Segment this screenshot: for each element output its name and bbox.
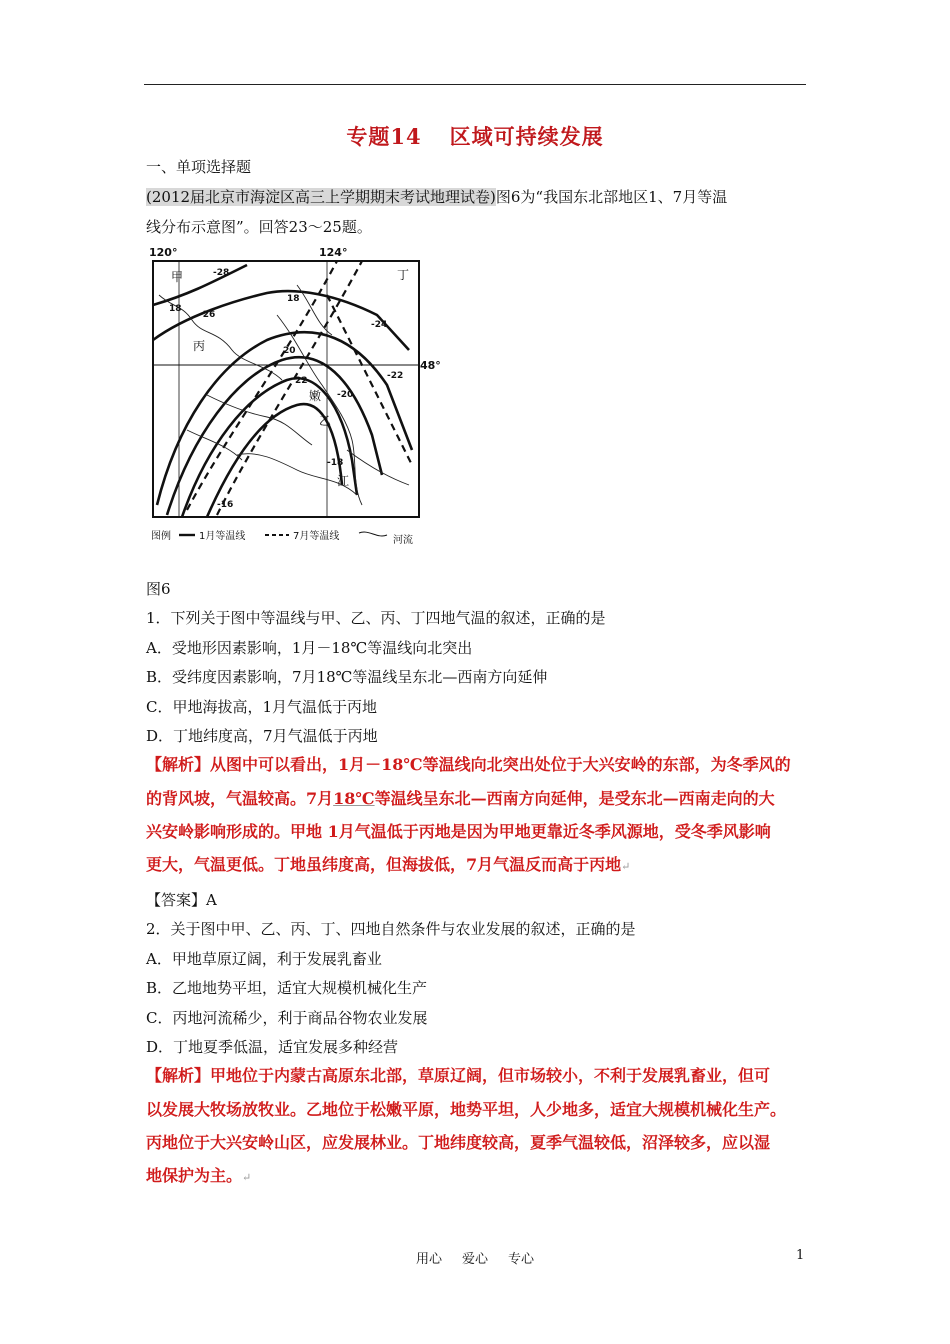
place-jia: 甲 (171, 270, 184, 284)
page-number: 1 (796, 1248, 805, 1263)
question-intro (146, 186, 727, 207)
legend-river: 河流 (393, 535, 413, 546)
label-20: 20 (283, 346, 296, 356)
q2-stem: 2．关于图中甲、乙、丙、丁、四地自然条件与农业发展的叙述，正确的是 (146, 920, 636, 938)
lon-label-124: 124° (319, 246, 348, 259)
q2-option-a: A．甲地草原辽阔，利于发展乳畜业 (146, 950, 382, 968)
q1-option-d: D．丁地纬度高，7月气温低于丙地 (146, 727, 378, 745)
paragraph-mark: ↵ (242, 1171, 252, 1184)
q1-analysis-4: 更大，气温更低。丁地虽纬度高，但海拔低，7月气温反而高于丙地 (146, 855, 622, 874)
intro-text-2: 线分布示意图”。回答23～25题。 (146, 218, 372, 236)
map-frame (153, 261, 419, 517)
lat-label-48: 48° (420, 359, 441, 372)
title-text: 区域可持续发展 (449, 124, 604, 149)
map-legend (151, 529, 413, 546)
q1-analysis-2-underlined: 18℃ (333, 789, 375, 808)
q1-analysis-2b: 等温线呈东北—西南方向延伸，是受东北—西南走向的大 (374, 789, 775, 808)
label-18-west: 18 (169, 304, 182, 314)
label-m28: -28 (213, 268, 230, 278)
q2-analysis-line-4 (146, 1163, 811, 1186)
section-heading: 一、单项选择题 (146, 158, 252, 176)
q1-analysis-line-3: 兴安岭影响形成的。甲地 1月气温低于丙地是因为甲地更靠近冬季风源地，受冬季风影响 (146, 822, 771, 841)
place-jiang: 江 (337, 474, 350, 488)
footer-item-2: 爱心 (461, 1252, 488, 1267)
q1-analysis-line-4 (146, 852, 811, 875)
q2-option-b: B．乙地地势平坦，适宜大规模机械化生产 (146, 979, 428, 997)
place-bing: 丙 (193, 339, 206, 353)
lon-label-120: 120° (149, 246, 178, 259)
footer-item-1: 用心 (415, 1252, 442, 1267)
label-m26: -26 (199, 310, 216, 320)
q1-analysis-line-2 (146, 786, 811, 809)
label-m24: -24 (371, 320, 388, 330)
legend-prefix: 图例 (151, 531, 171, 542)
label-22: 22 (295, 376, 308, 386)
footer-item-3: 专心 (508, 1252, 535, 1267)
q1-stem: 1．下列关于图中等温线与甲、乙、丙、丁四地气温的叙述，正确的是 (146, 609, 606, 627)
label-18-north: 18 (287, 294, 300, 304)
page-title (0, 121, 950, 151)
legend-jan: 1月等温线 (199, 531, 246, 542)
page-footer (0, 1248, 950, 1267)
q2-option-d: D．丁地夏季低温，适宜发展多种经营 (146, 1038, 399, 1056)
q2-analysis-line-2: 以发展大牧场放牧业。乙地位于松嫩平原，地势平坦，人少地多，适宜大规模机械化生产。 (146, 1100, 787, 1119)
q2-analysis-line-1: 【解析】甲地位于内蒙古高原东北部，草原辽阔，但市场较小，不利于发展乳畜业，但可 (146, 1066, 771, 1085)
q1-analysis-2a: 的背风坡，气温较高。7月 (146, 789, 334, 808)
legend-river-swatch (359, 532, 387, 536)
label-m22: -22 (387, 371, 404, 381)
q2-analysis-4: 地保护为主。 (146, 1166, 243, 1185)
intro-text-1: 图6为“我国东北部地区1、7月等温 (495, 188, 728, 206)
q1-analysis-line-1: 【解析】从图中可以看出，1月－18℃等温线向北突出处位于大兴安岭的东部，为冬季风的 (146, 755, 791, 774)
place-ding: 丁 (397, 268, 410, 282)
q1-option-b: B．受纬度因素影响，7月18℃等温线呈东北—西南方向延伸 (146, 668, 548, 686)
paragraph-mark: ↵ (621, 860, 631, 873)
label-m18: -18 (327, 458, 344, 468)
q2-analysis-line-3: 丙地位于大兴安岭山区，应发展林业。丁地纬度较高，夏季气温较低，沼泽较多，应以湿 (146, 1133, 771, 1152)
q1-answer: 【答案】A (146, 891, 217, 909)
source-note: (2012届北京市海淀区高三上学期期末考试地理试卷) (146, 188, 496, 206)
place-yi: 乙 (319, 414, 332, 428)
title-number: 专题14 (346, 124, 422, 149)
january-isotherms (153, 265, 412, 517)
header-rule (144, 84, 806, 85)
q1-option-c: C．甲地海拔高，1月气温低于丙地 (146, 698, 378, 716)
legend-jul: 7月等温线 (293, 531, 340, 542)
label-m20: -20 (337, 390, 354, 400)
jan-isotherm-28 (153, 265, 247, 305)
q2-option-c: C．丙地河流稀少，利于商品谷物农业发展 (146, 1009, 428, 1027)
place-nen: 嫩 (309, 389, 322, 403)
q1-option-a: A．受地形因素影响，1月－18℃等温线向北突出 (146, 639, 473, 657)
jul-isotherm-22 (187, 261, 337, 510)
figure-caption: 图6 (146, 580, 171, 598)
isotherm-map (147, 245, 441, 550)
jan-isotherm-20 (182, 378, 357, 517)
label-m16: -16 (217, 500, 234, 510)
